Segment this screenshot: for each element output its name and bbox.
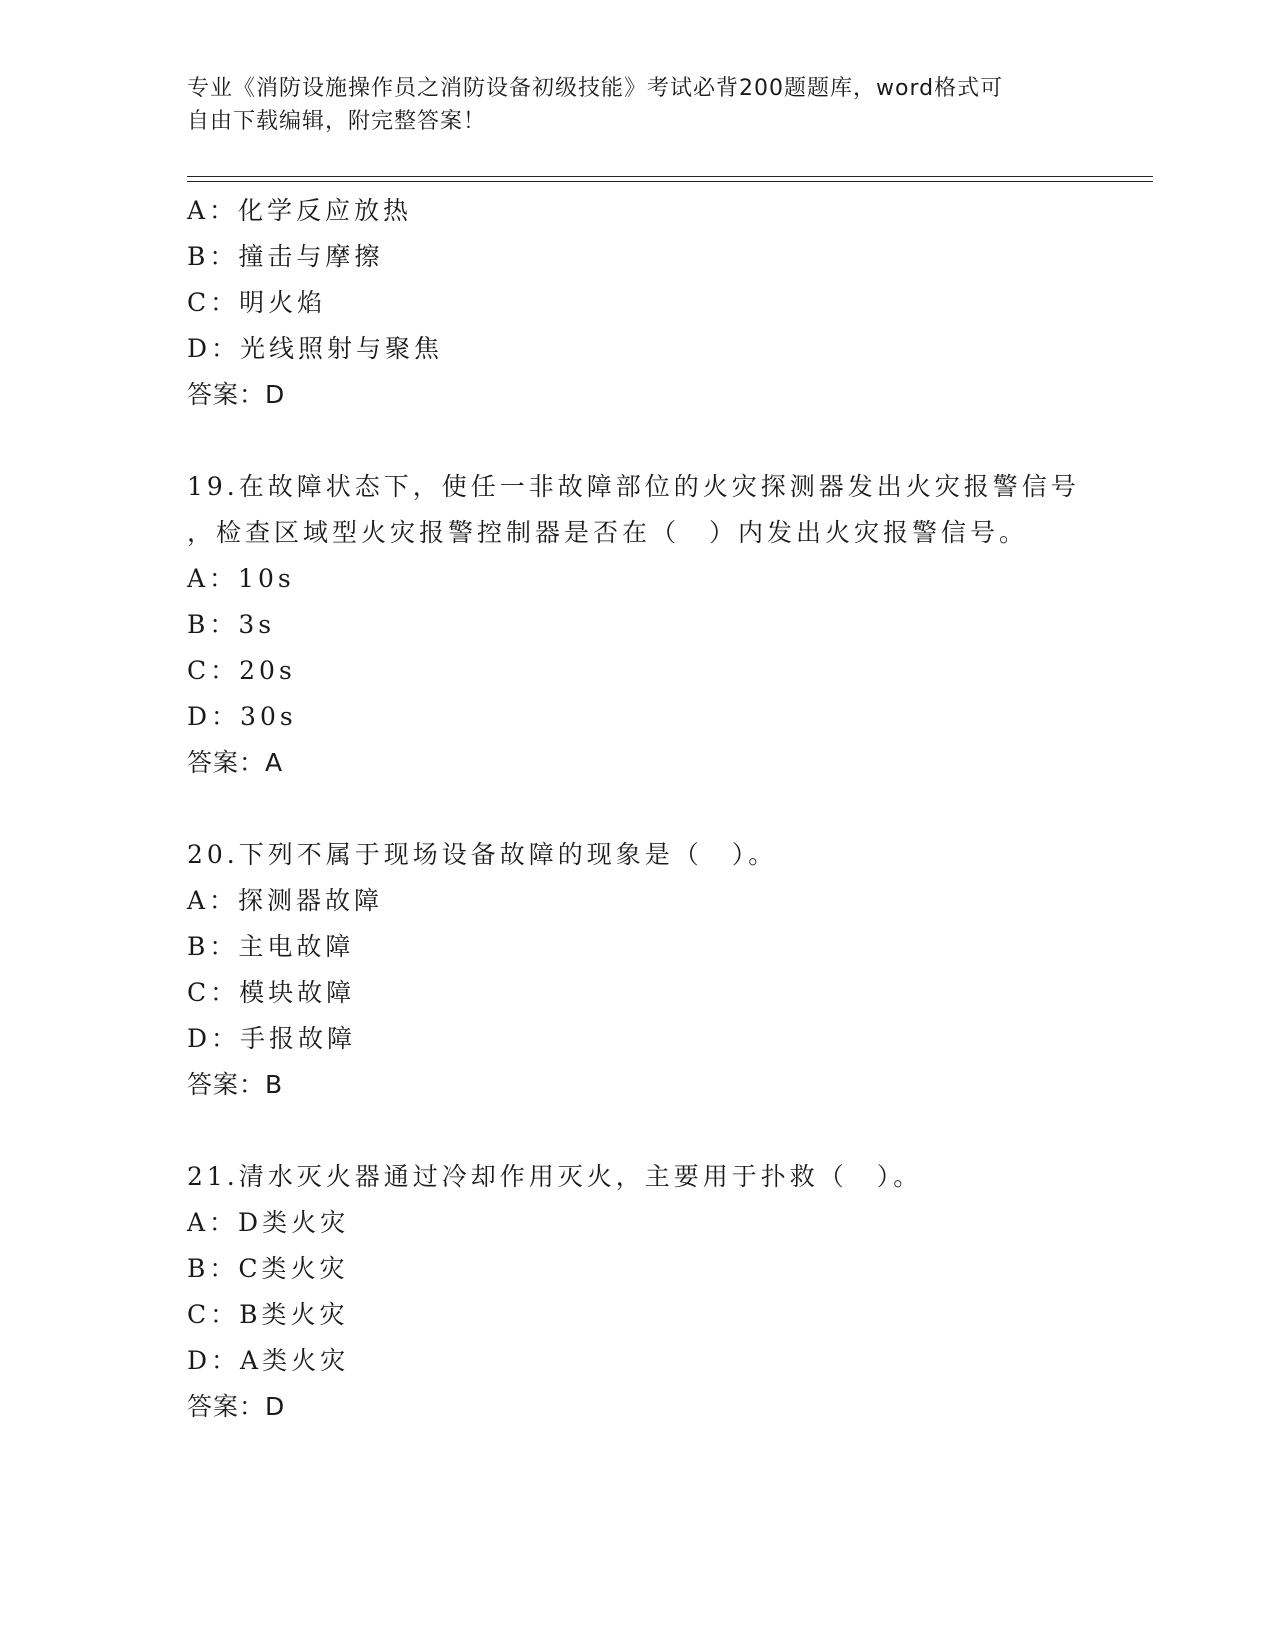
question-block: [187, 1154, 1087, 1430]
header-line-2: 自由下载编辑，附完整答案！: [187, 109, 487, 134]
header-line-1: 专业《消防设施操作员之消防设备初级技能》考试必背200题题库，word格式可: [187, 76, 1004, 101]
answer-line: 答案：D: [187, 1392, 286, 1421]
spacer: [187, 418, 1087, 464]
option-a: A：10s: [187, 564, 295, 593]
question-block: [187, 464, 1087, 786]
option-a: A：D类火灾: [187, 1208, 350, 1237]
option-b: B：3s: [187, 610, 276, 639]
spacer: [187, 786, 1087, 832]
option-d: D：30s: [187, 702, 297, 731]
option-b: B：C类火灾: [187, 1254, 349, 1283]
option-c: C：模块故障: [187, 978, 356, 1007]
option-d: D：A类火灾: [187, 1346, 350, 1375]
question-block: [187, 832, 1087, 1108]
question-list: [187, 188, 1087, 1430]
question-block: [187, 188, 1087, 418]
question-text: 19.在故障状态下，使任一非故障部位的火灾探测器发出火灾报警信号: [187, 472, 1080, 501]
option-c: C：B类火灾: [187, 1300, 349, 1329]
answer-line: 答案：D: [187, 380, 286, 409]
spacer: [187, 1108, 1087, 1154]
option-a: A：探测器故障: [187, 886, 384, 915]
option-c: C：20s: [187, 656, 296, 685]
option-a: A：化学反应放热: [187, 196, 413, 225]
question-text: ，检查区域型火灾报警控制器是否在（ ）内发出火灾报警信号。: [187, 518, 1029, 547]
header-divider-top: [187, 176, 1153, 177]
document-header: [187, 72, 1087, 138]
option-d: D：手报故障: [187, 1024, 357, 1053]
header-divider-bottom: [187, 181, 1153, 182]
option-b: B：主电故障: [187, 932, 355, 961]
question-text: 20.下列不属于现场设备故障的现象是（ ）。: [187, 840, 778, 869]
answer-line: 答案：A: [187, 748, 284, 777]
option-c: C：明火焰: [187, 288, 327, 317]
answer-line: 答案：B: [187, 1070, 284, 1099]
option-d: D：光线照射与聚焦: [187, 334, 444, 363]
option-b: B：撞击与摩擦: [187, 242, 384, 271]
question-text: 21.清水灭火器通过冷却作用灭火，主要用于扑救（ ）。: [187, 1162, 923, 1191]
